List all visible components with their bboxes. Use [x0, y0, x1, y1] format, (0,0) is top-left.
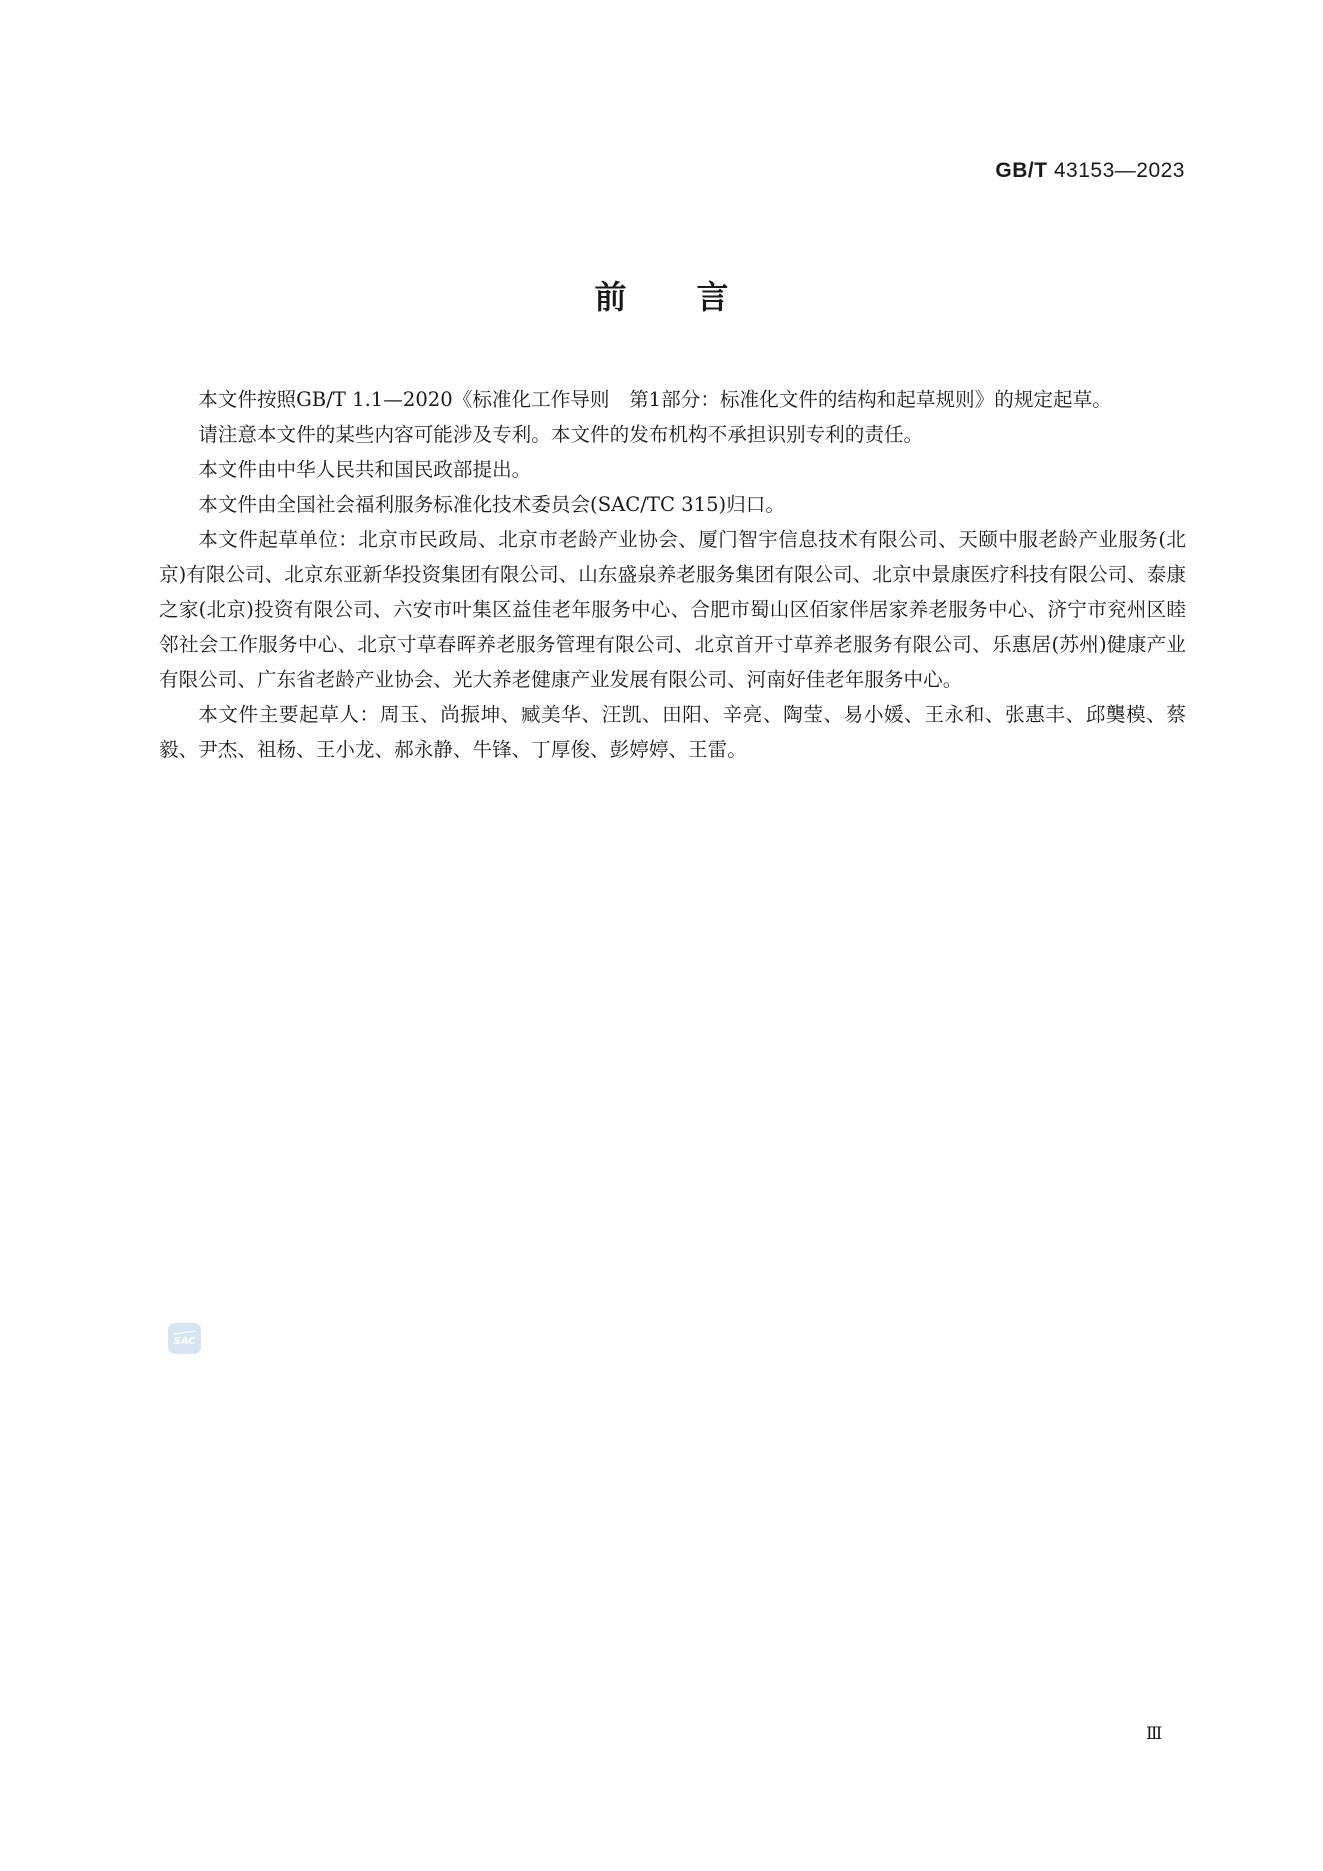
foreword-body — [159, 382, 1186, 767]
standard-code-prefix: GB/T — [995, 159, 1048, 182]
sac-logo-icon — [167, 1321, 202, 1356]
standard-code — [995, 159, 1185, 183]
page-number: Ⅲ — [1146, 1724, 1162, 1744]
sac-logo-text: SAC — [173, 1336, 196, 1347]
paragraph-patent-notice: 请注意本文件的某些内容可能涉及专利。本文件的发布机构不承担识别专利的责任。 — [198, 423, 924, 446]
paragraph-main-drafters: 本文件主要起草人：周玉、尚振坤、臧美华、汪凯、田阳、辛亮、陶莹、易小媛、王永和、张惠丰、邱龑模、蔡毅、尹杰、祖杨、王小龙、郝永静、牛锋、丁厚俊、彭婷婷、王雷。 — [159, 703, 1186, 761]
paragraph-centralized-by: 本文件由全国社会福利服务标准化技术委员会(SAC/TC 315)归口。 — [198, 493, 785, 516]
paragraph-drafting-basis: 本文件按照GB/T 1.1—2020《标准化工作导则 第1部分：标准化文件的结构和起草规则》的规定起草。 — [198, 388, 1112, 411]
paragraph-proposer: 本文件由中华人民共和国民政部提出。 — [198, 458, 532, 481]
paragraph-drafting-units: 本文件起草单位：北京市民政局、北京市老龄产业协会、厦门智宇信息技术有限公司、天颐中服老龄产业服务(北京)有限公司、北京东亚新华投资集团有限公司、山东盛泉养老服务集团有限公司、北京中景康医疗科技有限公司、泰康之家(北京)投资有限公司、六安市叶集区益佳老年服务中心、合肥市蜀山区佰家伴居家养老服务中心、济宁市兖州区睦邻社会工作服务中心、北京寸草春晖养老服务管理有限公司、北京首开寸草养老服务有限公司、乐惠居(苏州)健康产业有限公司、广东省老龄产业协会、光大养老健康产业发展有限公司、河南好佳老年服务中心。 — [159, 528, 1186, 691]
standard-code-number: 43153—2023 — [1053, 159, 1185, 182]
page-title: 前言 — [594, 278, 799, 316]
